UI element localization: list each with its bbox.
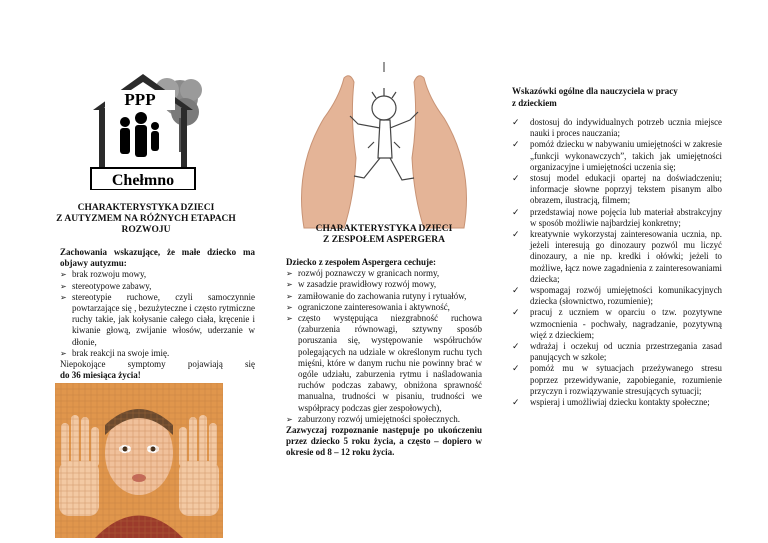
column-teacher-tips xyxy=(512,0,768,543)
list-item: ✓ dostosuj do indywidualnych potrzeb ucznia miejsce nauki i proces nauczania; xyxy=(512,117,722,139)
autism-intro: Zachowania wskazujące, że małe dziecko ma objawy autyzmu: xyxy=(60,247,255,269)
asperger-text xyxy=(286,257,482,459)
child-photo xyxy=(55,383,223,538)
autism-outro: Niepokojące symptomy pojawiają się xyxy=(60,359,255,370)
list-item: ➢ stereotypowe zabawy, xyxy=(60,281,255,292)
list-item: ➢ rozwój poznawczy w granicach normy, xyxy=(286,268,482,279)
asperger-outro: Zazwyczaj rozpoznanie następuje po ukończeniu przez dziecko 5 roku życia, a często – dopiero w okresie od 8 – 12 roku życia. xyxy=(286,425,482,458)
list-item: ✓ wspieraj i umożliwiaj dziecku kontakty społeczne; xyxy=(512,397,722,408)
list-item: ✓ stosuj model edukacji opartej na doświadczeniu; informacje słowne poprzyj tekstem pisanym albo obrazem, ilustracją, filmem; xyxy=(512,173,722,207)
list-item: ✓ pomóż mu w sytuacjach przeżywanego stresu poprzez przewidywanie, zapobieganie, rozumienie przyczyn i rozwiązywanie stresujących sytuacji; xyxy=(512,363,722,397)
asperger-title: CHARAKTERYSTYKA DZIECI Z ZESPOŁEM ASPERGERA xyxy=(315,224,453,245)
logo-ppp-text: PPP xyxy=(124,90,156,109)
column-asperger xyxy=(256,0,512,543)
hands-illustration xyxy=(284,58,484,234)
tips-title: Wskazówki ogólne dla nauczyciela w pracy z dzieckiem xyxy=(512,86,678,108)
autism-title: CHARAKTERYSTYKA DZIECI Z AUTYZMEM NA RÓŻNYCH ETAPACH ROZWOJU xyxy=(56,203,236,235)
list-item: ➢ zamiłowanie do zachowania rutyny i rytuałów, xyxy=(286,291,482,302)
list-item: ✓ pomóż dziecku w nabywaniu umiejętności w zakresie „funkcji wykonawczych”, takich jak umiejętności organizacyjne i umiejętności uczenia się; xyxy=(512,139,722,173)
list-item: ➢ brak rozwoju mowy, xyxy=(60,269,255,280)
list-item: ➢ w zasadzie prawidłowy rozwój mowy, xyxy=(286,279,482,290)
list-item: ➢ ograniczone zainteresowania i aktywność, xyxy=(286,302,482,313)
asperger-list xyxy=(286,268,482,425)
list-item: ✓ przedstawiaj nowe pojęcia lub materiał abstrakcyjny w sposób możliwie najbardziej konkretny; xyxy=(512,207,722,229)
logo-chelmno-text: Chełmno xyxy=(111,172,175,189)
autism-outro-bold: do 36 miesiąca życia! xyxy=(60,370,141,381)
list-item: ➢ brak reakcji na swoje imię. xyxy=(60,348,255,359)
list-item: ➢ często występująca niezgrabność ruchowa (zaburzenia równowagi, sztywny sposób poruszania się, występowanie współruchów polegających na udziale w określonym ruchu tych mięśni, które w danym ruchu nie powinny brać w ogóle udziału, zaburzenia rytmu i naśladowania ruchów podczas zabawy, obniżona sprawność manualna, trudności w pisaniu, trudności we współpracy podczas gier zespołowych), xyxy=(286,313,482,414)
list-item: ✓ kreatywnie wykorzystaj zainteresowania ucznia, np. jeżeli interesują go dinozaury pozwól mu liczyć dinozaury, a nie np. kredki i ołówki; jeżeli to możliwe, łącz nowe zagadnienia z zainteresowaniami dziecka; xyxy=(512,229,722,285)
family-icon xyxy=(120,112,159,157)
list-item: ➢ stereotypie ruchowe, czyli samoczynnie powtarzające się , bezużyteczne i często rytmiczne ruchy takie, jak kołysanie całego ciała, kręcenie i kiwanie głową, zwijanie włosów, uderzanie w dłonie, xyxy=(60,292,255,348)
autism-text xyxy=(60,247,255,381)
asperger-intro: Dziecko z zespołem Aspergera cechuje: xyxy=(286,257,436,267)
autism-list xyxy=(60,269,255,359)
tips-text xyxy=(512,117,722,408)
list-item: ➢ zaburzony rozwój umiejętności społecznych. xyxy=(286,414,482,425)
list-item: ✓ wdrażaj i oczekuj od ucznia przestrzegania zasad panujących w szkole; xyxy=(512,341,722,363)
list-item: ✓ wspomagaj rozwój umiejętności komunikacyjnych dziecka (słownictwo, rozumienie); xyxy=(512,285,722,307)
ppp-logo xyxy=(85,68,205,190)
list-item: ✓ pracuj z uczniem w oparciu o tzw. pozytywne wzmocnienia - pochwały, nagradzanie, pozytywną więź z dzieckiem; xyxy=(512,307,722,341)
tips-list xyxy=(512,117,722,408)
column-autism xyxy=(0,0,256,543)
